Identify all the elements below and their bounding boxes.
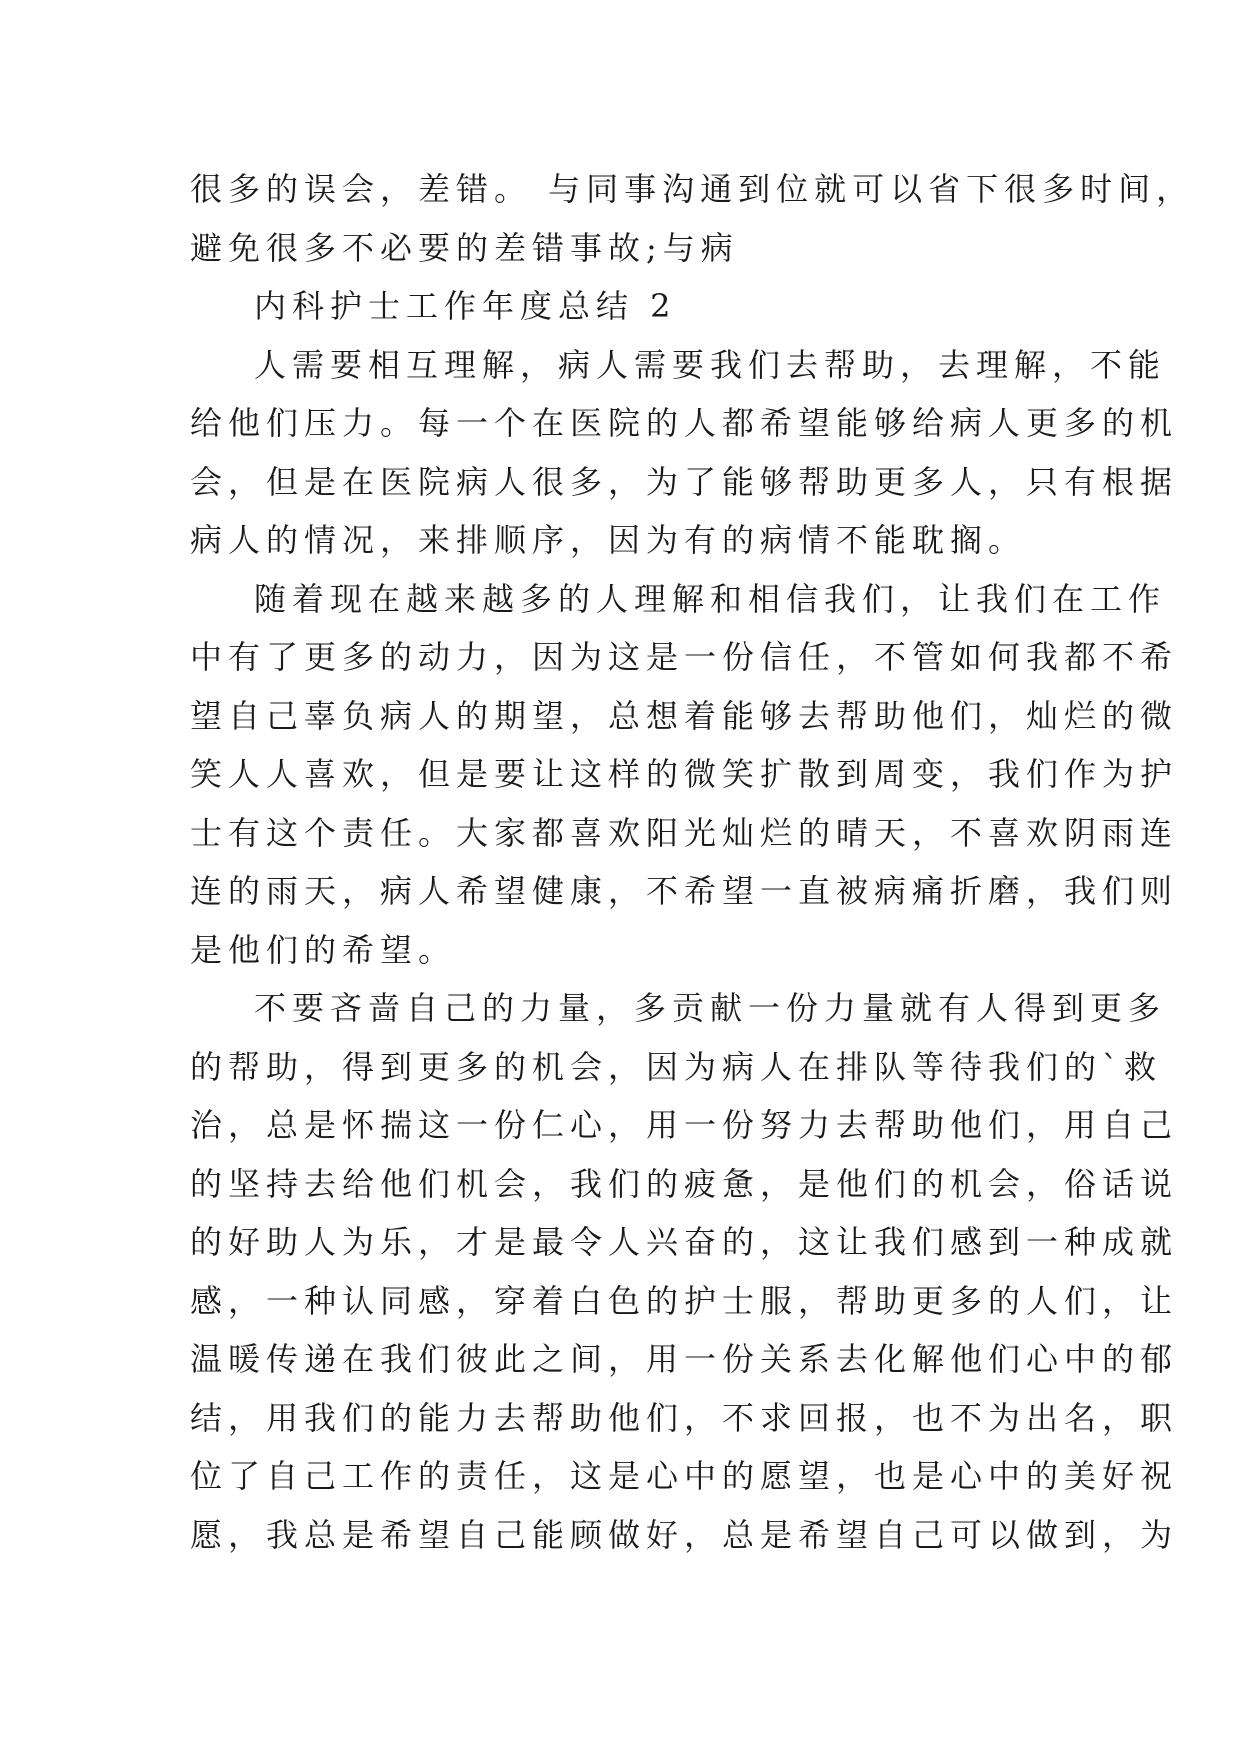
text-line: 连的雨天，病人希望健康，不希望一直被病痛折磨，我们则 [190, 872, 1179, 910]
document-body [190, 160, 1195, 1564]
text-line: 温暖传递在我们彼此之间，用一份关系去化解他们心中的郁 [190, 1340, 1179, 1378]
text-line: 愿，我总是希望自己能顾做好，总是希望自己可以做到，为 [190, 1515, 1179, 1554]
text-line: 避免很多不必要的差错事故;与病 [190, 228, 739, 267]
text-line: 治，总是怀揣这一份仁心，用一份努力去帮助他们，用自己 [190, 1106, 1179, 1144]
text-line: 结，用我们的能力去帮助他们，不求回报，也不为出名，职 [190, 1398, 1179, 1437]
text-line: 会，但是在医院病人很多，为了能够帮助更多人，只有根据 [190, 462, 1179, 501]
text-line: 病人的情况，来排顺序，因为有的病情不能耽搁。 [190, 521, 1027, 559]
text-line: 士有这个责任。大家都喜欢阳光灿烂的晴天，不喜欢阴雨连 [190, 813, 1179, 852]
text-line: 给他们压力。每一个在医院的人都希望能够给病人更多的机 [190, 404, 1179, 442]
text-line: 很多的误会，差错。 与同事沟通到位就可以省下很多时间， [190, 170, 1195, 208]
text-line: 不要吝啬自己的力量，多贡献一份力量就有人得到更多 [254, 989, 1167, 1027]
text-line: 中有了更多的动力，因为这是一份信任，不管如何我都不希 [190, 638, 1179, 676]
text-line: 的好助人为乐，才是最令人兴奋的，这让我们感到一种成就 [190, 1223, 1179, 1261]
text-line: 望自己辜负病人的期望，总想着能够去帮助他们，灿烂的微 [190, 696, 1179, 735]
text-line: 感，一种认同感，穿着白色的护士服，帮助更多的人们，让 [190, 1281, 1179, 1320]
text-line: 的帮助，得到更多的机会，因为病人在排队等待我们的`救 [190, 1047, 1163, 1086]
text-line: 人需要相互理解，病人需要我们去帮助，去理解，不能 [254, 345, 1167, 384]
section-heading: 内科护士工作年度总结 2 [254, 287, 677, 325]
text-line: 的坚持去给他们机会，我们的疲惫，是他们的机会，俗话说 [190, 1164, 1179, 1203]
text-line: 是他们的希望。 [190, 930, 457, 969]
text-line: 笑人人喜欢，但是要让这样的微笑扩散到周变，我们作为护 [190, 755, 1179, 793]
text-line: 位了自己工作的责任，这是心中的愿望，也是心中的美好祝 [190, 1457, 1179, 1495]
text-line: 随着现在越来越多的人理解和相信我们，让我们在工作 [254, 579, 1167, 618]
